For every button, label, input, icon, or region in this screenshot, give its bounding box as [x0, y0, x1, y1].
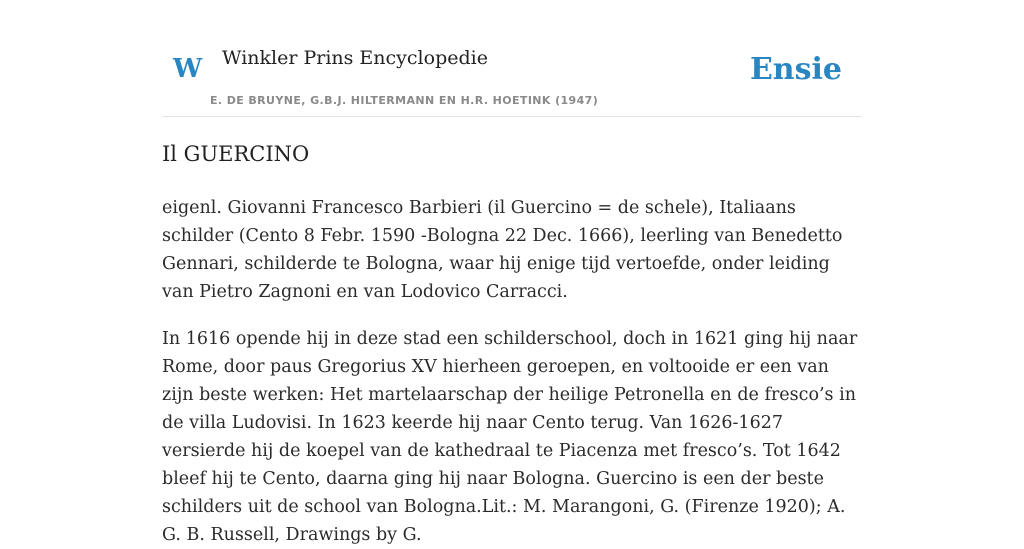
- article-title: Il GUERCINO: [162, 142, 310, 166]
- site-title-link[interactable]: Winkler Prins Encyclopedie: [222, 47, 488, 69]
- site-header: [162, 0, 862, 117]
- article-paragraph: In 1616 opende hij in deze stad een schilderschool, doch in 1621 ging hij naar Rome, door paus Gregorius XV hierheen geroepen, en voltooide er een van zijn beste werken: Het martelaarschap der heilige Petronella en de fresco’s in de villa Ludovisi. In 1623 keerde hij naar Cento terug. Van 1626-1627 versierde hij de koepel van de kathedraal te Piacenza met fresco’s. Tot 1642 bleef hij te Cento, daarna ging hij naar Bologna. Guercino is een der beste schilders uit de school van Bologna.Lit.: M. Marangoni, G. (Firenze 1920); A. G. B. Russell, Drawings by G.: [162, 329, 858, 545]
- brand-logo-link[interactable]: Ensie: [749, 52, 842, 87]
- site-subtitle: E. DE BRUYNE, G.B.J. HILTERMANN EN H.R. HOETINK (1947): [210, 94, 599, 107]
- article: [162, 136, 862, 549]
- article-paragraph: eigenl. Giovanni Francesco Barbieri (il Guercino = de schele), Italiaans schilder (Cento 8 Febr. 1590 -Bologna 22 Dec. 1666), leerling van Benedetto Gennari, schilderde te Bologna, waar hij enige tijd vertoefde, onder leiding van Pietro Zagnoni en van Lodovico Carracci.: [162, 198, 843, 302]
- site-logo[interactable]: W: [173, 54, 203, 84]
